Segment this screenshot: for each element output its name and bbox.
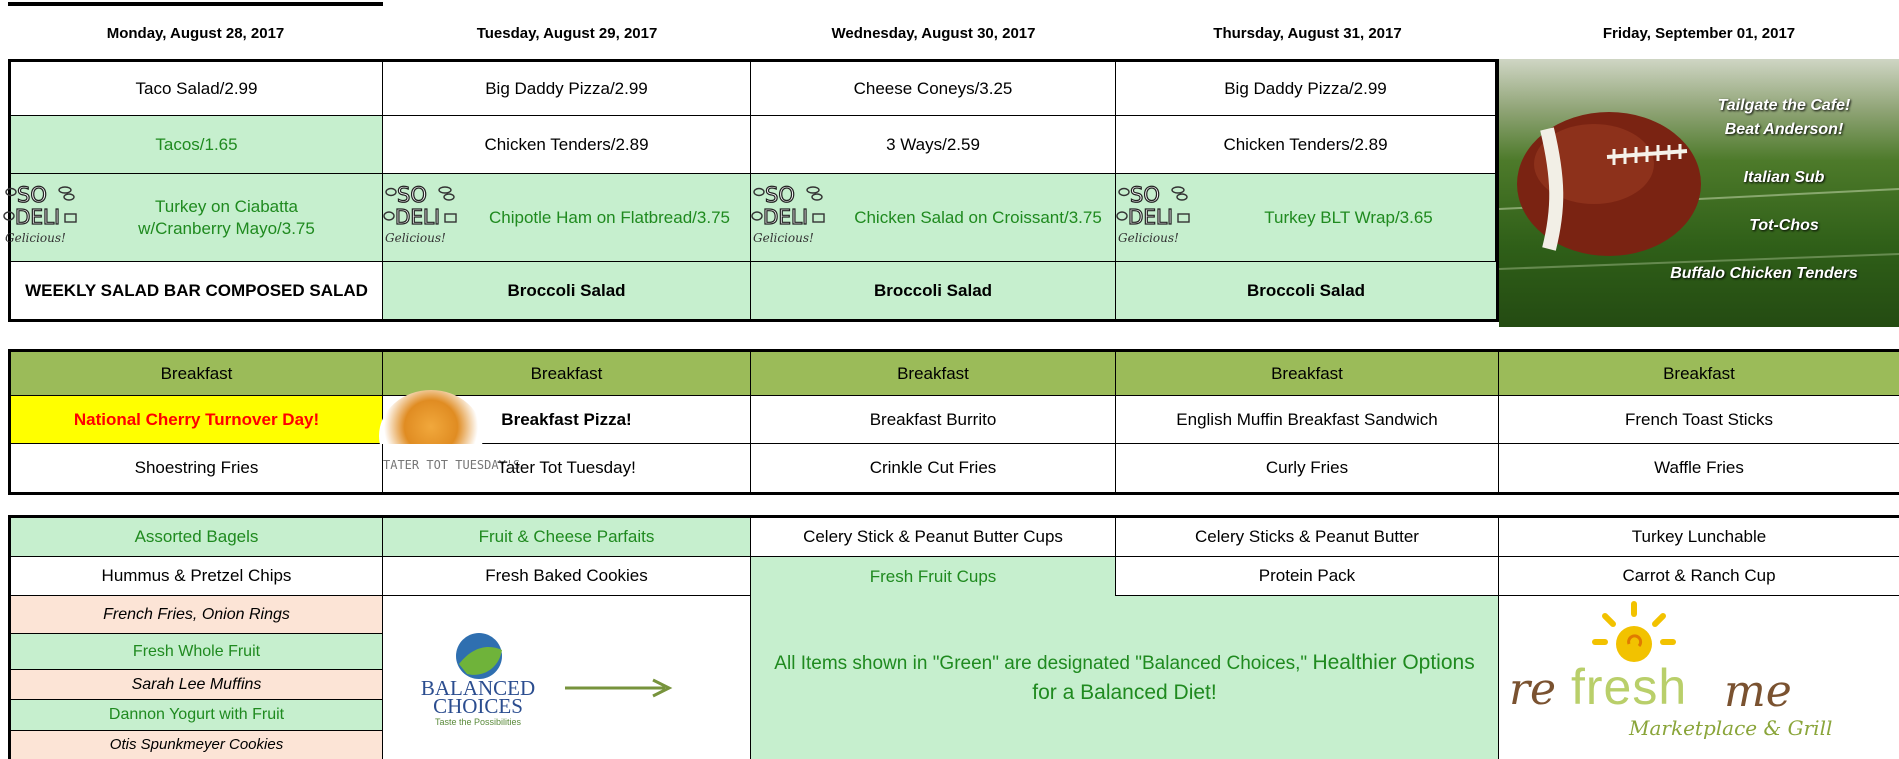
refresh-fresh: fresh: [1571, 659, 1688, 715]
globe-icon: [453, 632, 505, 680]
snack-thu-1: Celery Sticks & Peanut Butter: [1116, 518, 1499, 557]
lunch-second-thu: Chicken Tenders/2.89: [1116, 116, 1496, 174]
lunch-second-mon: Tacos/1.65: [11, 116, 383, 174]
lunch-deli-mon: [5, 174, 383, 262]
lunch-entree-wed: Cheese Coneys/3.25: [751, 62, 1116, 116]
snack-fri-1: Turkey Lunchable: [1499, 518, 1899, 557]
snack-fri-2: Carrot & Ranch Cup: [1499, 557, 1899, 596]
snack-thu-2: Protein Pack: [1116, 557, 1499, 596]
daily-item-3: Sarah Lee Muffins: [11, 670, 383, 700]
salad-thu: Broccoli Salad: [1116, 262, 1496, 319]
deli-logo: [1116, 178, 1198, 244]
svg-text:SO: SO: [765, 183, 795, 207]
friday-special-1: Tailgate the Cafe!: [1717, 97, 1851, 114]
daily-item-1: French Fries, Onion Rings: [11, 596, 383, 634]
balanced-tagline: Taste the Possibilities: [434, 717, 522, 727]
svg-text:Gelicious!: Gelicious!: [385, 231, 446, 244]
svg-text:SO: SO: [17, 183, 47, 207]
top-rule: [8, 2, 383, 6]
friday-special-4: Tot-Chos: [1749, 217, 1819, 234]
balanced-choices-panel: [383, 596, 751, 759]
balanced-note: [751, 596, 1499, 759]
deli-logo: [3, 178, 85, 244]
breakfast-header-fri: Breakfast: [1499, 352, 1899, 396]
breakfast-side-tue-label: Tater Tot Tuesday!: [497, 458, 636, 478]
lunch-entree-tue: Big Daddy Pizza/2.99: [383, 62, 751, 116]
snack-mon-2: Hummus & Pretzel Chips: [11, 557, 383, 596]
lunch-entree-mon: Taco Salad/2.99: [11, 62, 383, 116]
svg-text:SO: SO: [397, 183, 427, 207]
svg-text:SO: SO: [1130, 183, 1160, 207]
daily-item-2: Fresh Whole Fruit: [11, 634, 383, 670]
breakfast-side-fri: Waffle Fries: [1499, 444, 1899, 492]
lunch-deli-wed: [751, 174, 1116, 262]
breakfast-side-wed: Crinkle Cut Fries: [751, 444, 1116, 492]
breakfast-side-tue: [383, 444, 751, 492]
svg-text:DELI: DELI: [15, 205, 61, 229]
refresh-me: me: [1724, 666, 1792, 717]
breakfast-item-mon: National Cherry Turnover Day!: [11, 396, 383, 444]
snack-tue-2: Fresh Baked Cookies: [383, 557, 751, 596]
daily-item-5: Otis Spunkmeyer Cookies: [11, 731, 383, 759]
refresh-me-logo: [1499, 596, 1899, 759]
salad-tue: Broccoli Salad: [383, 262, 751, 319]
deli-logo: [383, 178, 465, 244]
breakfast-item-tue: [383, 396, 751, 444]
lunch-entree-thu: Big Daddy Pizza/2.99: [1116, 62, 1496, 116]
balanced-line2: CHOICES: [433, 694, 523, 718]
deli-item-mon: Turkey on Ciabatta w/Cranberry Mayo/3.75: [138, 197, 315, 238]
svg-text:Gelicious!: Gelicious!: [1118, 231, 1179, 244]
balanced-note-a: All Items shown in "Green" are designated "Balanced Choices,": [774, 653, 1313, 674]
lunch-deli-tue: [383, 174, 751, 262]
breakfast-header-mon: Breakfast: [11, 352, 383, 396]
breakfast-item-wed: Breakfast Burrito: [751, 396, 1116, 444]
refresh-wordmark: [1509, 658, 1889, 718]
breakfast-header-thu: Breakfast: [1116, 352, 1499, 396]
breakfast-item-fri: French Toast Sticks: [1499, 396, 1899, 444]
balanced-note-b: Healthier Options for a Balanced Diet!: [1032, 651, 1475, 704]
day-header-tuesday: Tuesday, August 29, 2017: [476, 24, 658, 42]
breakfast-side-thu: Curly Fries: [1116, 444, 1499, 492]
salad-mon: WEEKLY SALAD BAR COMPOSED SALAD: [11, 262, 383, 319]
svg-text:DELI: DELI: [395, 205, 441, 229]
balanced-line1: BALANCED: [420, 676, 536, 700]
snack-wed-1: Celery Stick & Peanut Butter Cups: [751, 518, 1116, 557]
breakfast-side-mon: Shoestring Fries: [11, 444, 383, 492]
deli-item-tue: Chipotle Ham on Flatbread/3.75: [489, 207, 730, 227]
lunch-deli-thu: [1116, 174, 1496, 262]
svg-text:Gelicious!: Gelicious!: [5, 231, 66, 244]
breakfast-item-tue-label: Breakfast Pizza!: [501, 409, 632, 429]
breakfast-header-tue: Breakfast: [383, 352, 751, 396]
refresh-re: re: [1509, 664, 1557, 715]
day-header-monday: Monday, August 28, 2017: [106, 24, 285, 42]
svg-text:DELI: DELI: [763, 205, 809, 229]
deli-logo: [751, 178, 833, 244]
refresh-subtitle: Marketplace & Grill: [1629, 716, 1833, 740]
friday-football-image: [1499, 59, 1899, 327]
breakfast-header-wed: Breakfast: [751, 352, 1116, 396]
day-header-wednesday: Wednesday, August 30, 2017: [831, 24, 1036, 42]
deli-item-wed: Chicken Salad on Croissant/3.75: [854, 207, 1102, 227]
tater-tot-caption: TATER TOT TUESDAY'S: [383, 458, 521, 472]
lunch-second-tue: Chicken Tenders/2.89: [383, 116, 751, 174]
friday-special-2: Beat Anderson!: [1724, 121, 1844, 138]
salad-wed: Broccoli Salad: [751, 262, 1116, 319]
svg-text:DELI: DELI: [1128, 205, 1174, 229]
snack-tue-1: Fruit & Cheese Parfaits: [383, 518, 751, 557]
lunch-second-wed: 3 Ways/2.59: [751, 116, 1116, 174]
snack-mon-1: Assorted Bagels: [11, 518, 383, 557]
friday-special-5: Buffalo Chicken Tenders: [1670, 265, 1858, 282]
svg-text:Gelicious!: Gelicious!: [753, 231, 814, 244]
daily-item-4: Dannon Yogurt with Fruit: [11, 700, 383, 731]
day-header-thursday: Thursday, August 31, 2017: [1213, 24, 1402, 42]
friday-special-3: Italian Sub: [1743, 169, 1825, 186]
snack-wed-2: Fresh Fruit Cups: [751, 557, 1116, 596]
arrow-right-icon: [565, 678, 677, 698]
deli-item-thu: Turkey BLT Wrap/3.65: [1264, 207, 1433, 227]
day-header-friday: Friday, September 01, 2017: [1602, 24, 1796, 42]
breakfast-item-thu: English Muffin Breakfast Sandwich: [1116, 396, 1499, 444]
